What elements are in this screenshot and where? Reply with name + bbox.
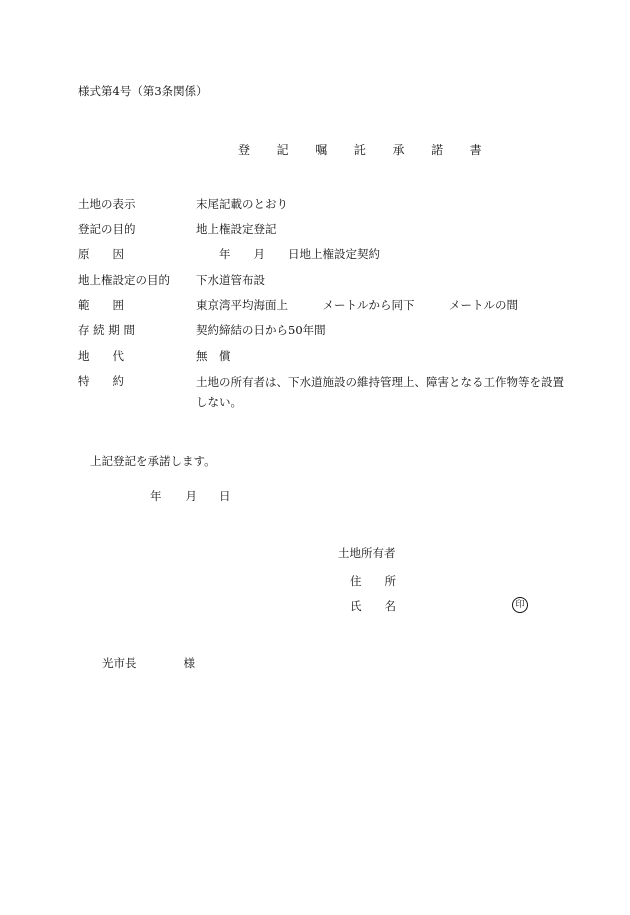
addressee [102, 657, 195, 671]
form-number: 様式第4号（第3条関係） [78, 84, 208, 98]
landowner-name-label: 氏 名 [350, 599, 396, 613]
label-superficies-purpose: 地上権設定の目的 [78, 273, 170, 287]
label-duration: 存 続 期 間 [78, 323, 135, 337]
landowner-heading: 土地所有者 [338, 546, 396, 560]
label-scope: 範 囲 [78, 298, 124, 312]
date-year-label: 年 [150, 489, 162, 503]
value-duration: 契約締結の日から50年間 [196, 323, 326, 337]
label-cause: 原 因 [78, 247, 124, 261]
landowner-address-label: 住 所 [350, 574, 396, 588]
label-registration-purpose: 登記の目的 [78, 222, 136, 236]
seal-icon: 印 [512, 597, 528, 613]
value-special-terms: 土地の所有者は、下水道施設の維持管理上、障害となる工作物等を設置しない。 [196, 375, 564, 410]
label-land-display: 土地の表示 [78, 197, 136, 211]
value-superficies-purpose: 下水道管布設 [196, 273, 265, 287]
date-line [150, 490, 231, 504]
value-land-display: 末尾記載のとおり [196, 197, 288, 211]
label-special-terms: 特 約 [78, 374, 124, 388]
date-month-label: 月 [185, 489, 197, 503]
date-day-label: 日 [219, 489, 231, 503]
value-cause: 年 月 日地上権設定契約 [196, 247, 380, 261]
document-title: 登 記 嘱 託 承 諾 書 [238, 143, 494, 157]
value-scope: 東京湾平均海面上 メートルから同下 メートルの間 [196, 298, 518, 312]
consent-statement: 上記登記を承諾します。 [90, 454, 216, 468]
addressee-name: 光市長 [102, 656, 137, 670]
label-rent: 地 代 [78, 349, 124, 363]
value-rent: 無 償 [196, 349, 231, 363]
value-registration-purpose: 地上権設定登記 [196, 222, 277, 236]
addressee-honorific: 様 [183, 656, 195, 670]
